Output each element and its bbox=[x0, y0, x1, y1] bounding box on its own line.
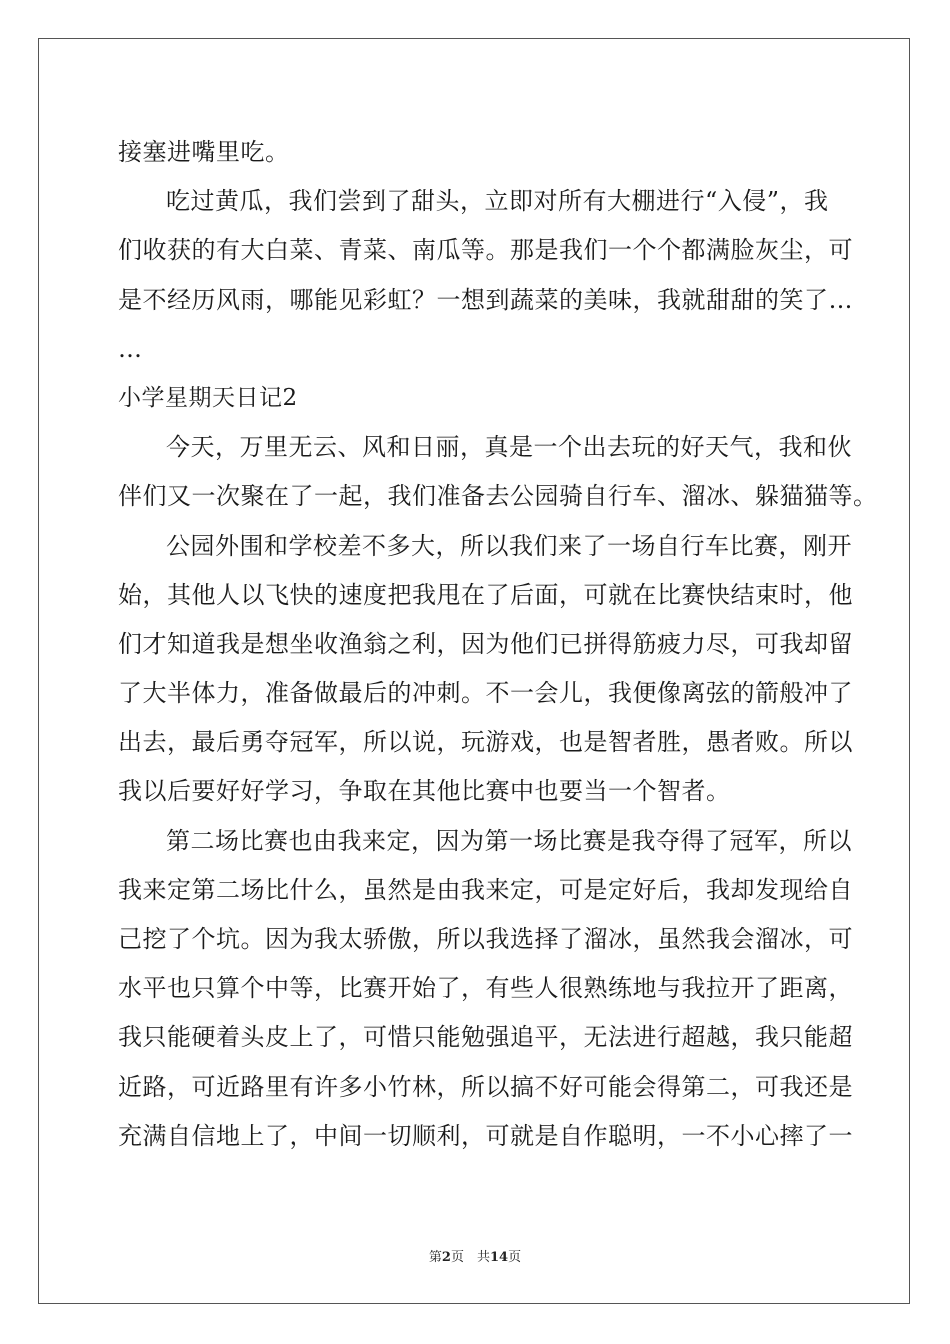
footer-prefix: 第 bbox=[428, 1250, 442, 1265]
text-line: 伴们又一次聚在了一起，我们准备去公园骑自行车、溜冰、躲猫猫等。 bbox=[118, 482, 878, 511]
text-line: 己挖了个坑。因为我太骄傲，所以我选择了溜冰，虽然我会溜冰，可 bbox=[118, 925, 853, 953]
text-line: 充满自信地上了，中间一切顺利，可就是自作聪明，一不小心摔了一 bbox=[118, 1121, 853, 1150]
paragraph-start: 第二场比赛也由我来定，因为第一场比赛是我夺得了冠军，所以 bbox=[166, 826, 852, 855]
text-line: 出去，最后勇夺冠军，所以说，玩游戏，也是智者胜，愚者败。所以 bbox=[118, 728, 853, 757]
text-line: 始，其他人以飞快的速度把我甩在了后面，可就在比赛快结束时，他 bbox=[118, 580, 853, 609]
paragraph-start: 今天，万里无云、风和日丽，真是一个出去玩的好天气，我和伙 bbox=[166, 433, 852, 462]
paragraph-start: 吃过黄瓜，我们尝到了甜头，立即对所有大棚进行“入侵”，我 bbox=[166, 187, 829, 216]
current-page-number: 2 bbox=[441, 1250, 451, 1265]
document-body bbox=[118, 128, 878, 1161]
text-line: 近路，可近路里有许多小竹林，所以搞不好可能会得第二，可我还是 bbox=[118, 1072, 853, 1101]
paragraph-start: 公园外围和学校差不多大，所以我们来了一场自行车比赛，刚开 bbox=[166, 531, 852, 560]
text-line: 我只能硬着头皮上了，可惜只能勉强追平，无法进行超越，我只能超 bbox=[118, 1023, 853, 1052]
footer-suffix: 页 bbox=[508, 1250, 522, 1265]
text-line: … bbox=[118, 334, 143, 363]
section-title: 小学星期天日记2 bbox=[118, 384, 298, 411]
footer-mid: 页 共 bbox=[450, 1250, 490, 1265]
total-page-count: 14 bbox=[489, 1250, 509, 1265]
text-line: 我以后要好好学习，争取在其他比赛中也要当一个智者。 bbox=[118, 777, 731, 806]
text-line: 我来定第二场比什么，虽然是由我来定，可是定好后，我却发现给自 bbox=[118, 875, 853, 904]
text-line: 们收获的有大白菜、青菜、南瓜等。那是我们一个个都满脸灰尘，可 bbox=[118, 236, 853, 265]
text-line: 接塞进嘴里吃。 bbox=[118, 138, 290, 166]
page-footer bbox=[0, 1246, 950, 1265]
text-line: 们才知道我是想坐收渔翁之利，因为他们已拼得筋疲力尽，可我却留 bbox=[118, 629, 853, 658]
text-line: 水平也只算个中等，比赛开始了，有些人很熟练地与我拉开了距离， bbox=[118, 974, 853, 1003]
text-line: 是不经历风雨，哪能见彩虹？一想到蔬菜的美味，我就甜甜的笑了… bbox=[118, 285, 853, 314]
text-line: 了大半体力，准备做最后的冲刺。不一会儿，我便像离弦的箭般冲了 bbox=[118, 679, 853, 708]
